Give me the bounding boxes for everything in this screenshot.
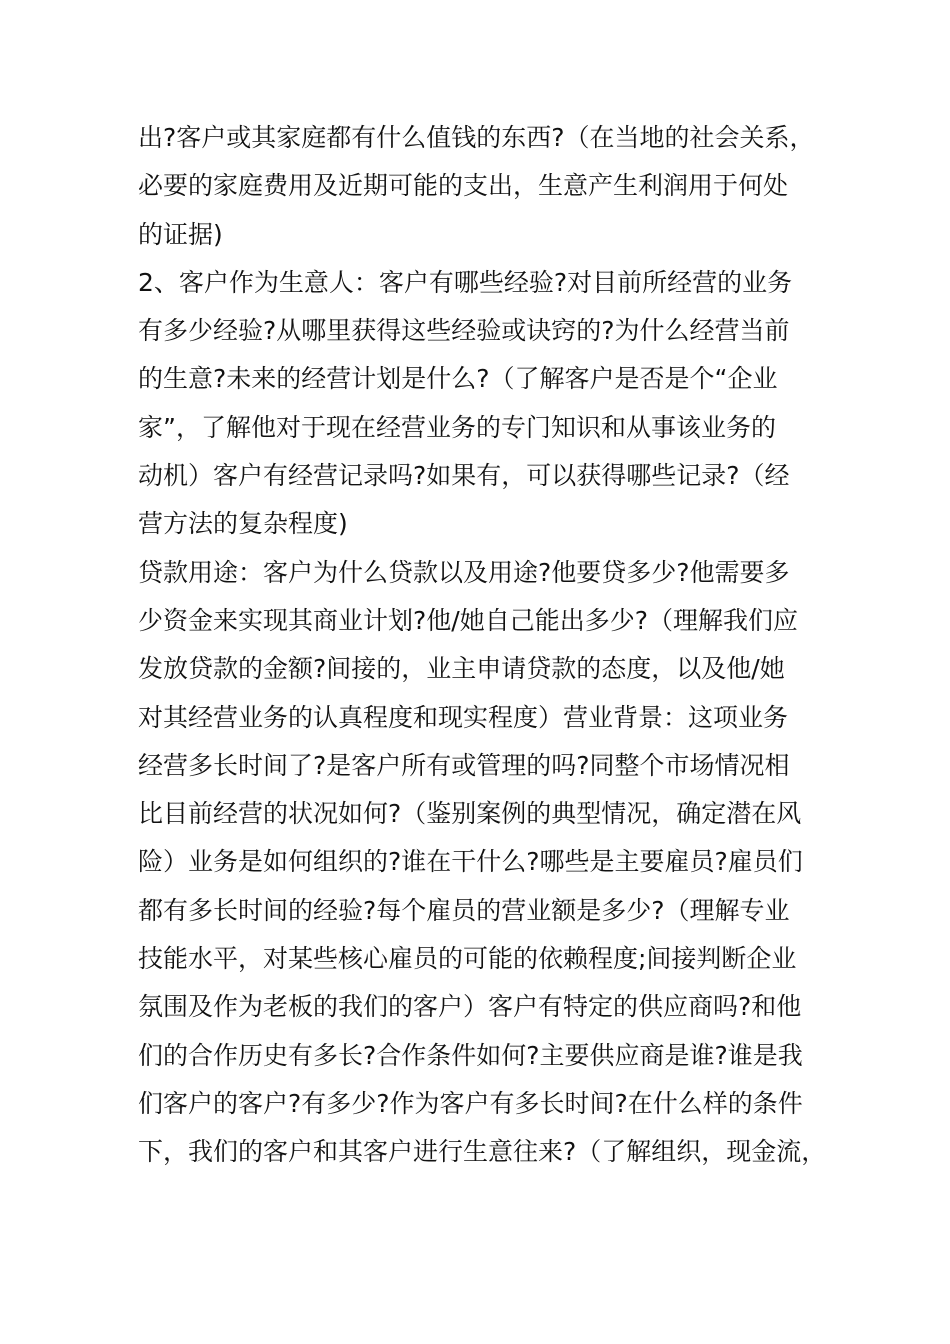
- text-line: 发放贷款的金额?间接的，业主申请贷款的态度，以及他/她: [138, 654, 785, 684]
- text-line: 们客户的客户?有多少?作为客户有多长时间?在什么样的条件: [138, 1088, 803, 1118]
- text-line: 2、客户作为生意人：客户有哪些经验?对目前所经营的业务: [138, 267, 793, 297]
- text-line: 们的合作历史有多长?合作条件如何?主要供应商是谁?谁是我: [138, 1040, 803, 1070]
- text-line: 少资金来实现其商业计划?他/她自己能出多少?（理解我们应: [138, 605, 798, 635]
- text-line: 出?客户或其家庭都有什么值钱的东西?（在当地的社会关系，: [138, 123, 815, 152]
- text-line: 对其经营业务的认真程度和现实程度）营业背景：这项业务: [138, 702, 789, 732]
- text-line: 必要的家庭费用及近期可能的支出，生意产生利润用于何处: [138, 171, 789, 201]
- text-line: 氛围及作为老板的我们的客户）客户有特定的供应商吗?和他: [138, 992, 802, 1022]
- text-line: 的生意?未来的经营计划是什么?（了解客户是否是个“企业: [138, 364, 778, 394]
- text-line: 动机）客户有经营记录吗?如果有，可以获得哪些记录?（经: [138, 461, 790, 491]
- text-line: 贷款用途：客户为什么贷款以及用途?他要贷多少?他需要多: [138, 557, 790, 587]
- text-line: 技能水平，对某些核心雇员的可能的依赖程度;间接判断企业: [138, 944, 797, 974]
- text-line: 比目前经营的状况如何?（鉴别案例的典型情况，确定潜在风: [138, 799, 802, 829]
- text-line: 都有多长时间的经验?每个雇员的营业额是多少?（理解专业: [138, 895, 790, 925]
- body-text: [138, 114, 838, 1177]
- text-line: 营方法的复杂程度): [138, 509, 348, 539]
- text-line: 下，我们的客户和其客户进行生意往来?（了解组织，现金流，: [138, 1137, 827, 1167]
- text-line: 有多少经验?从哪里获得这些经验或诀窍的?为什么经营当前: [138, 316, 790, 346]
- text-line: 经营多长时间了?是客户所有或管理的吗?同整个市场情况相: [138, 750, 790, 780]
- text-line: 险）业务是如何组织的?谁在干什么?哪些是主要雇员?雇员们: [138, 847, 803, 877]
- text-line: 家”，了解他对于现在经营业务的专门知识和从事该业务的: [138, 412, 776, 442]
- text-line: 的证据): [138, 219, 223, 249]
